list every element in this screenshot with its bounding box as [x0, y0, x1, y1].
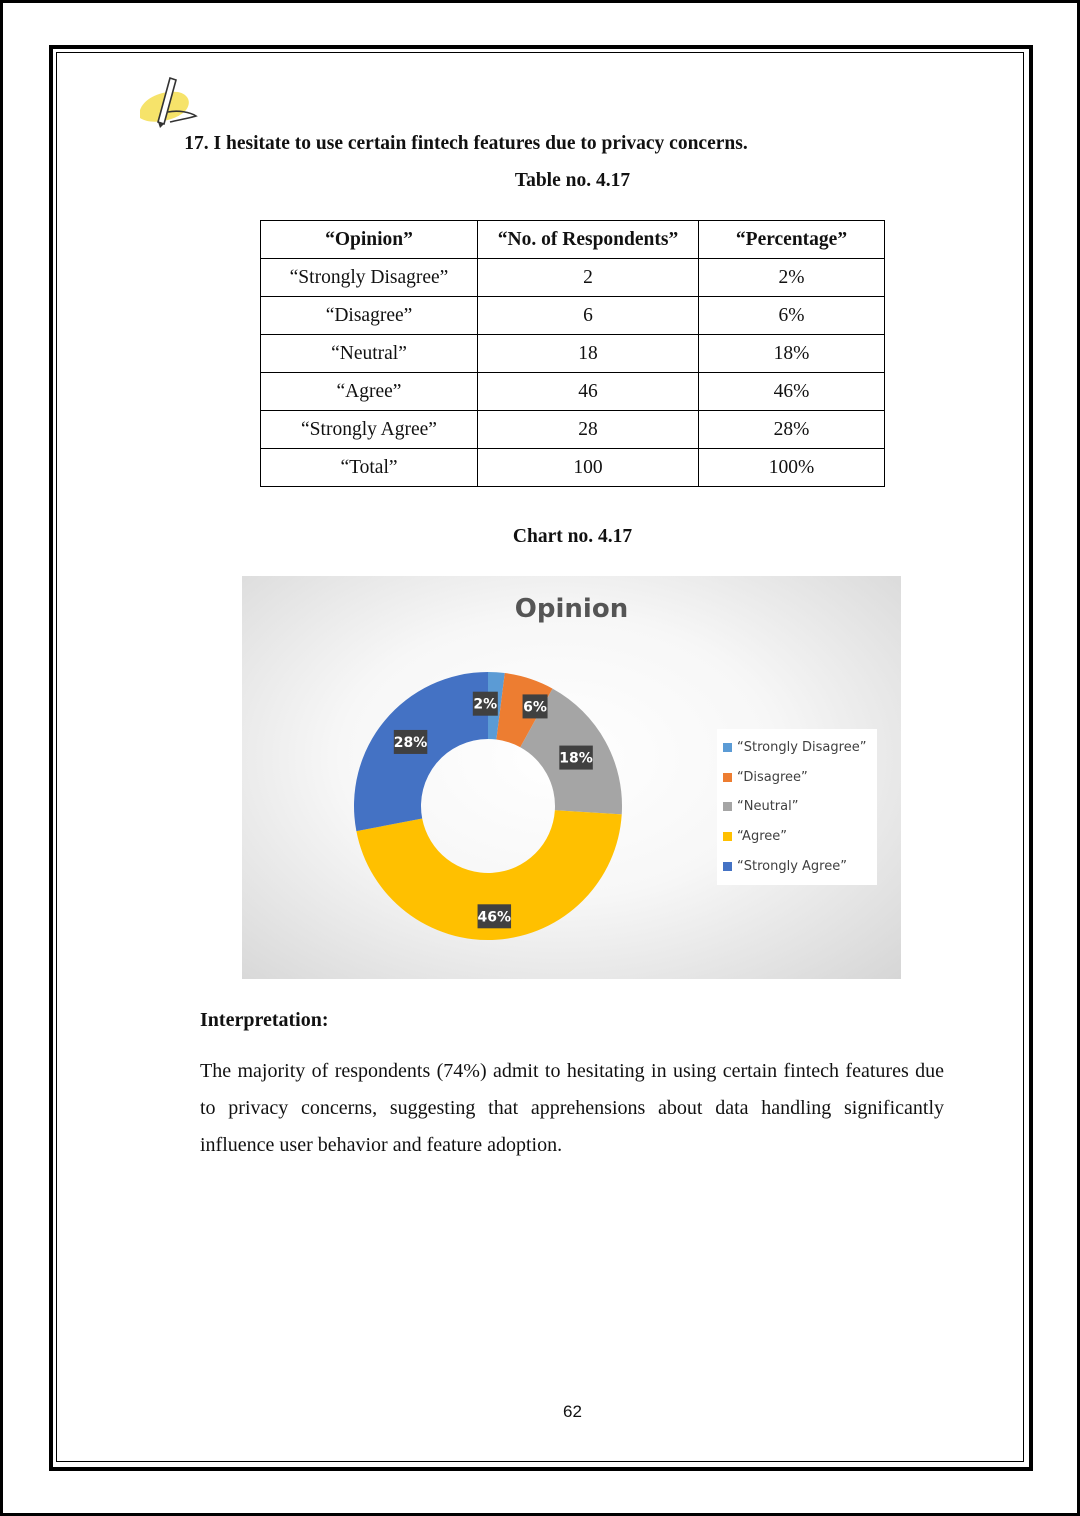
table-header-cell: “No. of Respondents”	[478, 221, 699, 259]
question-title: 17. I hesitate to use certain fintech features due to privacy concerns.	[184, 133, 748, 154]
svg-text:18%: 18%	[559, 750, 593, 767]
table-cell: 18%	[699, 335, 885, 373]
table-cell: 100%	[699, 449, 885, 487]
legend-label: “Agree”	[737, 829, 787, 845]
legend-swatch	[723, 832, 732, 841]
table-cell: “Total”	[261, 449, 478, 487]
table-row	[261, 297, 885, 335]
table-cell: 100	[478, 449, 699, 487]
table-cell: “Agree”	[261, 373, 478, 411]
legend-label: “Neutral”	[737, 799, 799, 815]
legend-label: “Strongly Agree”	[737, 858, 847, 874]
legend-item	[723, 851, 875, 881]
legend-swatch	[723, 743, 732, 752]
svg-text:28%: 28%	[393, 734, 428, 751]
table-row	[261, 449, 885, 487]
table-row	[261, 335, 885, 373]
legend-swatch	[723, 862, 732, 871]
table-header-cell: “Opinion”	[261, 221, 478, 259]
pen-logo-icon	[134, 72, 204, 130]
svg-text:2%: 2%	[473, 696, 498, 713]
table-cell: 46	[478, 373, 699, 411]
table-cell: 28	[478, 411, 699, 449]
chart-title: Opinion	[514, 594, 629, 624]
table-cell: “Strongly Agree”	[261, 411, 478, 449]
donut-chart	[242, 576, 901, 979]
table-cell: “Disagree”	[261, 297, 478, 335]
table-row	[261, 259, 885, 297]
table-caption: Table no. 4.17	[514, 170, 631, 191]
data-label	[473, 692, 498, 716]
legend-item	[723, 763, 875, 793]
chart-caption: Chart no. 4.17	[512, 526, 633, 547]
table-cell: 2	[478, 259, 699, 297]
table-cell: “Strongly Disagree”	[261, 259, 478, 297]
legend-item	[723, 792, 875, 822]
page-number: 62	[563, 1402, 582, 1421]
data-label	[559, 746, 593, 770]
opinion-table	[260, 220, 885, 487]
interpretation-text: The majority of respondents (74%) admit to hesitating in using certain fintech features due to privacy concerns, suggesting that apprehensions about data handling significantly influence user behavior and feature adoption.	[200, 1060, 944, 1156]
data-label	[478, 904, 512, 928]
table-row	[261, 411, 885, 449]
chart-legend	[717, 729, 877, 885]
svg-text:46%: 46%	[477, 909, 512, 926]
legend-item	[723, 733, 875, 763]
table-cell: 2%	[699, 259, 885, 297]
table-header-cell: “Percentage”	[699, 221, 885, 259]
table-cell: 18	[478, 335, 699, 373]
table-cell: “Neutral”	[261, 335, 478, 373]
data-label	[394, 730, 428, 754]
table-cell: 6%	[699, 297, 885, 335]
table-cell: 28%	[699, 411, 885, 449]
legend-swatch	[723, 773, 732, 782]
table-cell: 46%	[699, 373, 885, 411]
interpretation-heading: Interpretation:	[200, 1009, 329, 1031]
legend-label: “Disagree”	[737, 769, 808, 785]
table-row	[261, 373, 885, 411]
legend-label: “Strongly Disagree”	[737, 740, 867, 756]
svg-text:6%: 6%	[523, 699, 547, 716]
data-label	[523, 694, 548, 718]
legend-item	[723, 822, 875, 852]
table-header-row	[261, 221, 885, 259]
legend-swatch	[723, 802, 732, 811]
table-cell: 6	[478, 297, 699, 335]
